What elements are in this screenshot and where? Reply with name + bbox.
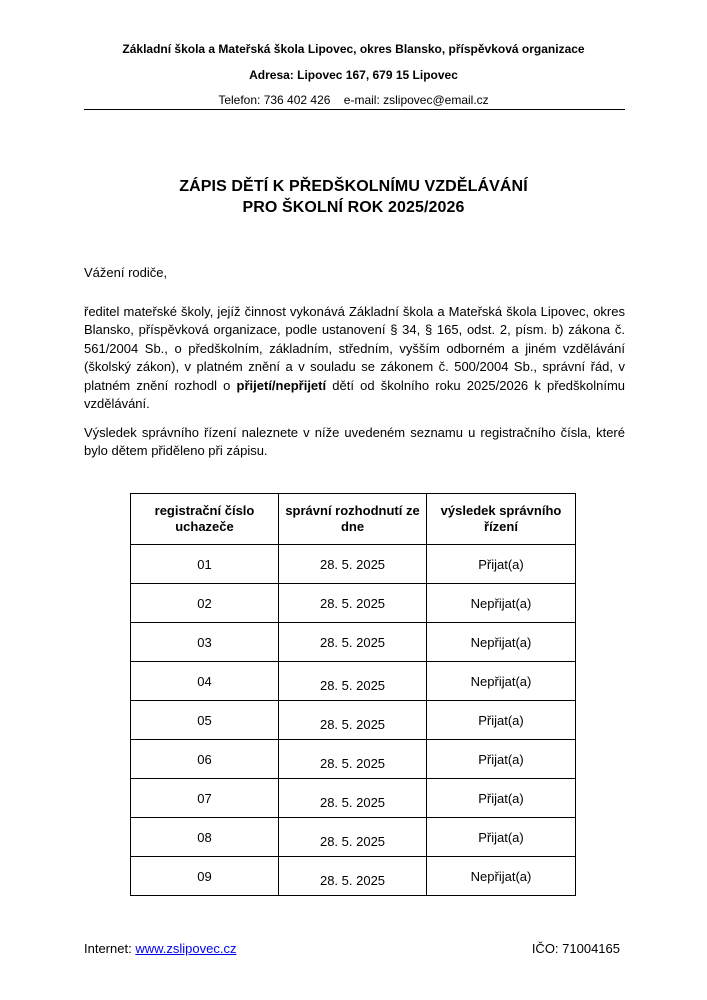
header-result: výsledek správního řízení: [427, 494, 576, 545]
decision-date: 28. 5. 2025: [279, 545, 427, 584]
contact-line: [0, 93, 707, 107]
decision-text-end: dětí od školního roku 2025/2026 k předškolnímu vzdělávání.: [84, 377, 626, 412]
decision-date: 28. 5. 2025: [279, 584, 427, 623]
header-decision-date: správní rozhodnutí ze dne: [279, 494, 427, 545]
result: Nepřijat(a): [427, 584, 576, 623]
result: Přijat(a): [427, 701, 576, 740]
result: Přijat(a): [427, 779, 576, 818]
title-line-1: ZÁPIS DĚTÍ K PŘEDŠKOLNÍMU VZDĚLÁVÁNÍ: [179, 178, 528, 195]
reg-number: 04: [131, 662, 279, 701]
decision-date: 28. 5. 2025: [279, 662, 427, 701]
decision-date: 28. 5. 2025: [279, 740, 427, 779]
table-row: [131, 545, 576, 584]
decision-date: 28. 5. 2025: [279, 818, 427, 857]
reg-number: 09: [131, 857, 279, 896]
table-row: [131, 740, 576, 779]
header-divider: [84, 109, 625, 110]
decision-date: 28. 5. 2025: [279, 623, 427, 662]
table-row: [131, 662, 576, 701]
school-name: Základní škola a Mateřská škola Lipovec, okres Blansko, příspěvková organizace: [122, 42, 585, 56]
table-row: [131, 584, 576, 623]
table-row: [131, 623, 576, 662]
phone: Telefon: 736 402 426: [218, 93, 331, 107]
result-paragraph: Výsledek správního řízení naleznete v níže uvedeném seznamu u registračního čísla, které bylo dětem přiděleno při zápisu.: [84, 425, 625, 459]
table-row: [131, 857, 576, 896]
table-row: [131, 779, 576, 818]
email: e-mail: zslipovec@email.cz: [343, 93, 489, 107]
internet-label: Internet:: [84, 941, 136, 956]
result: Nepřijat(a): [427, 623, 576, 662]
result: Nepřijat(a): [427, 857, 576, 896]
result: Přijat(a): [427, 818, 576, 857]
table-row: [131, 818, 576, 857]
result: Přijat(a): [427, 545, 576, 584]
footer-ico: IČO: 71004165: [531, 941, 620, 956]
reg-number: 05: [131, 701, 279, 740]
decision-date: 28. 5. 2025: [279, 701, 427, 740]
decision-date: 28. 5. 2025: [279, 779, 427, 818]
table-header-row: [131, 494, 576, 545]
footer-internet: [84, 941, 236, 956]
title-line-2: PRO ŠKOLNÍ ROK 2025/2026: [242, 199, 465, 216]
school-address: Adresa: Lipovec 167, 679 15 Lipovec: [249, 68, 458, 82]
decision-date: 28. 5. 2025: [279, 857, 427, 896]
reg-number: 02: [131, 584, 279, 623]
reg-number: 07: [131, 779, 279, 818]
decision-bold: přijetí/nepřijetí: [236, 377, 327, 393]
reg-number: 03: [131, 623, 279, 662]
header-reg-number: registrační číslo uchazeče: [131, 494, 279, 545]
results-table: [130, 493, 576, 896]
decision-text-start: ředitel mateřské školy, jejíž činnost vykonává Základní škola a Mateřská škola Lipovec, okres Blansko, příspěvková organizace, podle ustanovení § 34, § 165, odst. 2, písm. b) zákona č. 561/2004 Sb., o předškolním, základním, středním, vyšším odborném a jiném vzdělávání (školský zákon), v platném znění a v souladu se zákonem č. 500/2004 Sb., správní řád, v platném znění rozhodl o: [84, 304, 625, 393]
reg-number: 01: [131, 545, 279, 584]
table-row: [131, 701, 576, 740]
result: Nepřijat(a): [427, 662, 576, 701]
decision-paragraph: [84, 303, 625, 413]
website-link[interactable]: www.zslipovec.cz: [135, 941, 237, 956]
reg-number: 06: [131, 740, 279, 779]
greeting: Vážení rodiče,: [84, 265, 168, 280]
reg-number: 08: [131, 818, 279, 857]
result: Přijat(a): [427, 740, 576, 779]
